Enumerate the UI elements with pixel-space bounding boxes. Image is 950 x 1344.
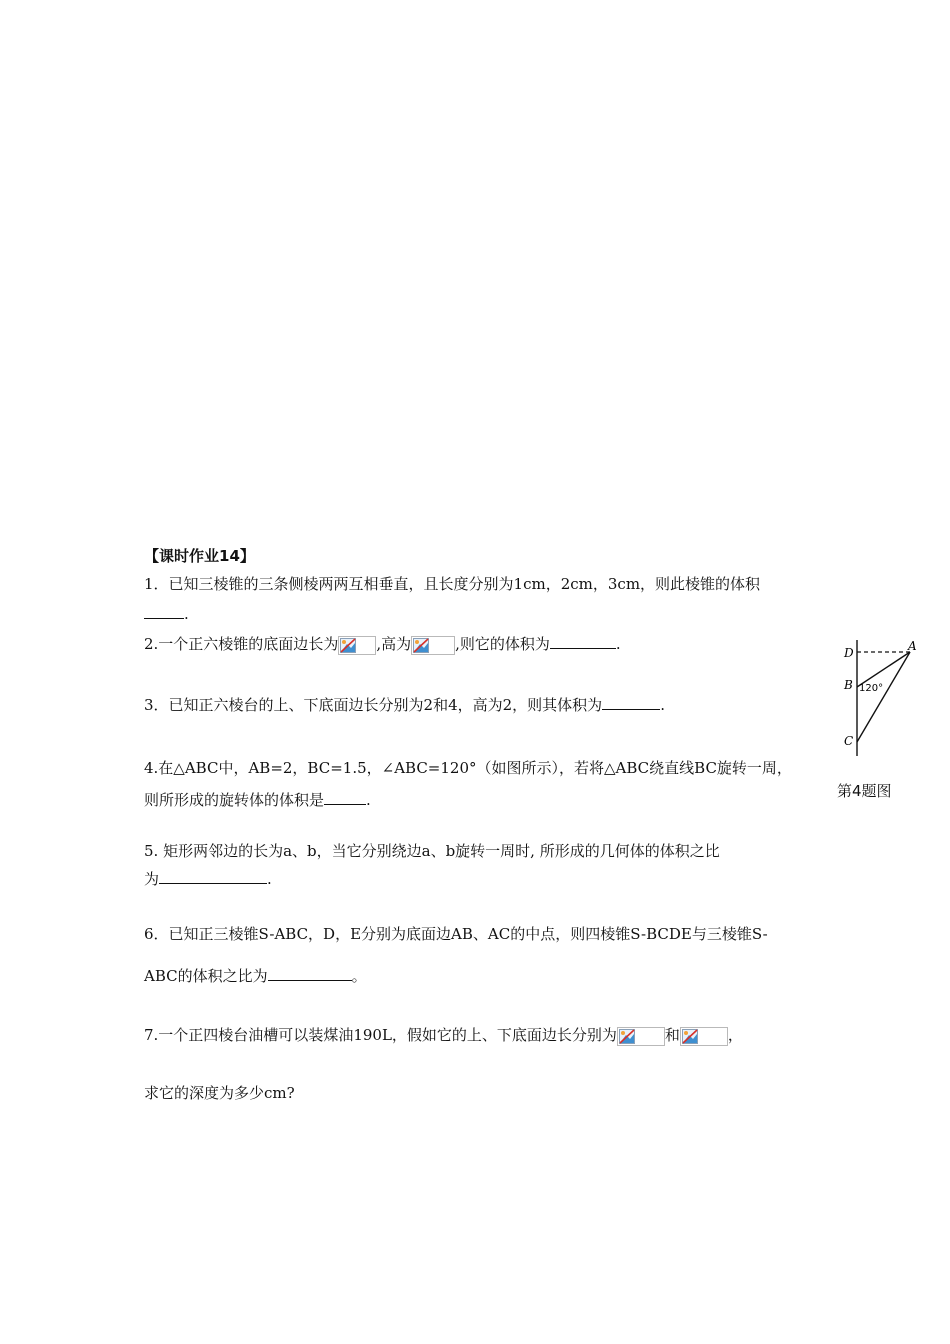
question-4-text: 则所形成的旋转体的体积是 (144, 791, 325, 809)
question-6-line-2 (144, 966, 367, 986)
question-5-text: 为 (144, 870, 160, 888)
question-3 (144, 695, 665, 715)
period: . (660, 696, 665, 714)
answer-blank (324, 790, 366, 805)
triangle-figure (838, 640, 928, 756)
question-6-text: ABC的体积之比为 (144, 967, 268, 985)
answer-blank (268, 966, 352, 981)
question-2 (144, 634, 621, 655)
question-4-line-2 (144, 790, 371, 810)
question-7-post: ， (727, 1026, 743, 1044)
period: . (366, 791, 371, 809)
label-d: D (844, 646, 854, 660)
label-c: C (844, 734, 854, 748)
question-2-post: ,则它的体积为 (455, 635, 550, 653)
question-2-mid: ,高为 (376, 635, 412, 653)
broken-image-icon (680, 1027, 728, 1046)
broken-image-icon (338, 636, 376, 655)
broken-image-icon (411, 636, 455, 655)
question-7-pre: 7.一个正四棱台油槽可以装煤油190L，假如它的上、下底面边长分别为 (144, 1026, 617, 1044)
question-7-mid: 和 (664, 1026, 680, 1044)
question-7-line-2: 求它的深度为多少cm? (144, 1084, 295, 1102)
question-7 (144, 1025, 743, 1046)
period: . (615, 635, 621, 653)
question-1-answer-line (144, 604, 189, 624)
angle-label: 120° (859, 683, 884, 694)
answer-blank (602, 695, 660, 710)
question-5-line-2 (144, 869, 272, 889)
question-1-text: 1．已知三棱锥的三条侧棱两两互相垂直，且长度分别为1cm，2cm，3cm，则此棱锥的体积 (144, 575, 761, 593)
label-b: B (844, 678, 853, 692)
broken-image-icon (617, 1027, 665, 1046)
question-2-pre: 2.一个正六棱锥的底面边长为 (144, 635, 339, 653)
answer-blank (144, 604, 184, 619)
period: . (267, 870, 272, 888)
question-5-line-1: 5. 矩形两邻边的长为a、b，当它分别绕边a、b旋转一周时, 所形成的几何体的体积之比 (144, 842, 720, 860)
figure-caption: 第4题图 (837, 782, 892, 800)
question-4-line-1: 4.在△ABC中，AB=2，BC=1.5，∠ABC=120°（如图所示），若将△ABC绕直线BC旋转一周， (144, 759, 792, 777)
answer-blank (159, 869, 267, 884)
question-3-text: 3．已知正六棱台的上、下底面边长分别为2和4，高为2，则其体积为 (144, 696, 603, 714)
period: . (184, 605, 189, 623)
period: 。 (351, 967, 367, 985)
answer-blank (550, 634, 616, 649)
segment-ba (857, 652, 910, 687)
question-6-line-1: 6．已知正三棱锥S-ABC，D，E分别为底面边AB、AC的中点，则四棱锥S-BCDE与三棱锥S- (144, 925, 768, 943)
section-title: 【课时作业14】 (144, 547, 255, 565)
segment-ca (857, 652, 910, 742)
label-a: A (908, 640, 917, 653)
